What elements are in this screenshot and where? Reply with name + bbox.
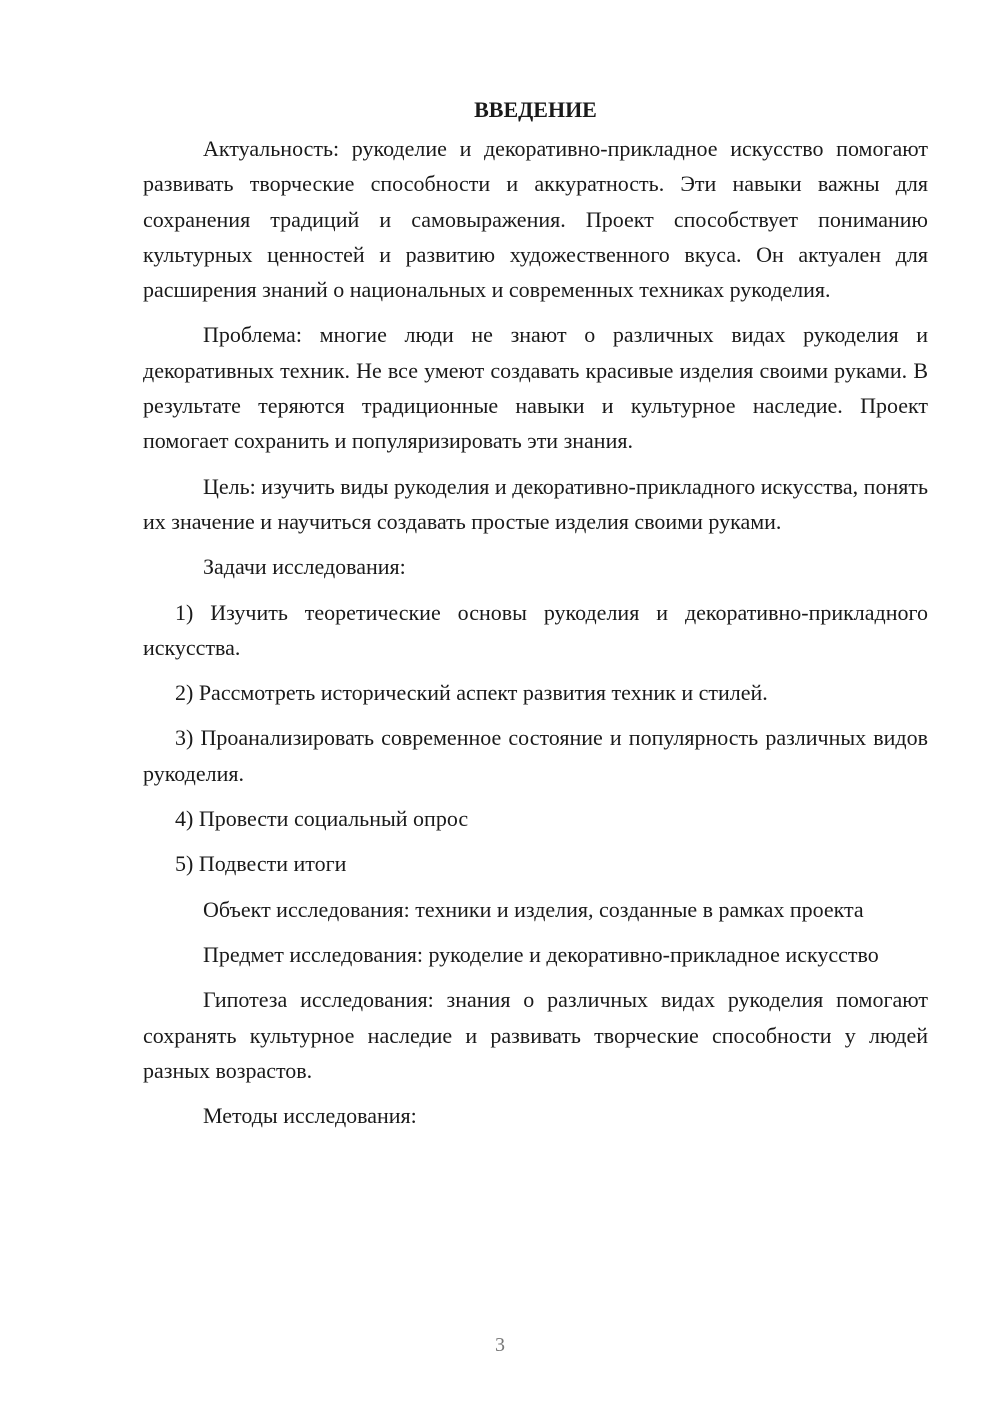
paragraph-relevance: Актуальность: рукоделие и декоративно-прикладное искусство помогают развивать творческие способности и аккуратность. Эти навыки важны для сохранения традиций и самовыражения. Проект способствует пониманию культурных ценностей и развитию художественного вкуса. Он актуален для расширения знаний о национальных и современных техниках рукоделия. [143,136,928,303]
paragraph-problem: Проблема: многие люди не знают о различных видах рукоделия и декоративных техник. Не все умеют создавать красивые изделия своими руками. В результате теряются традиционные навыки и культурное наследие. Проект помогает сохранить и популяризировать эти знания. [143,322,928,454]
paragraph-object: Объект исследования: техники и изделия, созданные в рамках проекта [203,896,864,922]
task-item-4: 4) Провести социальный опрос [175,806,469,832]
page-number: 3 [495,1334,505,1356]
paragraph-hypothesis: Гипотеза исследования: знания о различных видах рукоделия помогают сохранять культурное наследие и развивать творческие способности у людей разных возрастов. [143,987,928,1083]
paragraph-subject: Предмет исследования: рукоделие и декоративно-прикладное искусство [203,941,879,967]
tasks-title: Задачи исследования: [203,554,406,580]
methods-title: Методы исследования: [203,1103,417,1129]
section-heading: ВВЕДЕНИЕ [474,97,597,122]
document-page [143,92,928,1143]
task-item-1: 1) Изучить теоретические основы рукоделия и декоративно-прикладного искусства. [143,599,928,660]
task-item-5: 5) Подвести итоги [175,851,347,877]
task-item-3: 3) Проанализировать современное состояние и популярность различных видов рукоделия. [143,725,928,786]
paragraph-goal: Цель: изучить виды рукоделия и декоративно-прикладного искусства, понять их значение и научиться создавать простые изделия своими руками. [143,473,928,534]
task-item-2: 2) Рассмотреть исторический аспект развития техник и стилей. [175,680,768,706]
